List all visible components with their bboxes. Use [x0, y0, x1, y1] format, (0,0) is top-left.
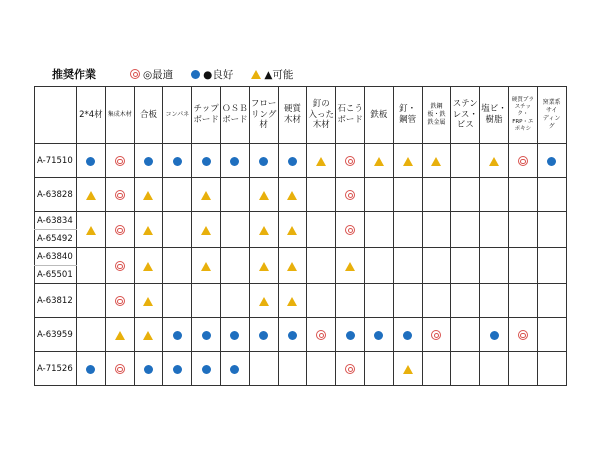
- double-circle-icon: [345, 156, 355, 166]
- filled-circle-icon: [490, 331, 499, 340]
- mark-cell: [163, 318, 192, 352]
- double-circle-icon: [518, 330, 528, 340]
- mark-cell: [134, 212, 163, 248]
- filled-circle-icon: [86, 157, 95, 166]
- mark-cell: [422, 144, 451, 178]
- mark-cell: [364, 352, 393, 386]
- mark-cell: [336, 284, 365, 318]
- double-circle-icon: [130, 69, 140, 79]
- double-circle-icon: [115, 225, 125, 235]
- table-row: [35, 212, 567, 230]
- triangle-icon: [201, 262, 211, 271]
- triangle-icon: [143, 191, 153, 200]
- triangle-icon: [201, 191, 211, 200]
- model-cell: A-65501: [35, 266, 77, 284]
- mark-cell: [192, 284, 221, 318]
- column-header: 釘の 入った 木材: [307, 87, 336, 144]
- triangle-icon: [287, 262, 297, 271]
- filled-circle-icon: [202, 331, 211, 340]
- filled-circle-icon: [230, 157, 239, 166]
- model-cell: A-63812: [35, 284, 77, 318]
- filled-circle-icon: [86, 365, 95, 374]
- mark-cell: [220, 178, 249, 212]
- mark-cell: [307, 178, 336, 212]
- mark-cell: [249, 248, 278, 284]
- mark-cell: [451, 284, 480, 318]
- filled-circle-icon: [144, 365, 153, 374]
- column-header: ＯＳＢ ボード: [220, 87, 249, 144]
- table-row: [35, 248, 567, 266]
- filled-circle-icon: [547, 157, 556, 166]
- filled-circle-icon: [374, 331, 383, 340]
- mark-cell: [451, 352, 480, 386]
- table-row: [35, 144, 567, 178]
- double-circle-icon: [316, 330, 326, 340]
- mark-cell: [336, 352, 365, 386]
- triangle-icon: [259, 297, 269, 306]
- column-header: 硬質プラ スチッ ク・ FRP・エ ポキシ: [508, 87, 537, 144]
- table-body: [35, 144, 567, 386]
- triangle-icon: [143, 331, 153, 340]
- filled-circle-icon: [173, 331, 182, 340]
- mark-cell: [278, 212, 307, 248]
- compatibility-table: [34, 86, 567, 386]
- mark-cell: [105, 318, 134, 352]
- mark-cell: [393, 284, 422, 318]
- column-header: 鉄鋼 板・鉄 鉄金属: [422, 87, 451, 144]
- model-cell: A-71526: [35, 352, 77, 386]
- mark-cell: [163, 248, 192, 284]
- mark-cell: [537, 144, 566, 178]
- triangle-icon: [115, 331, 125, 340]
- mark-cell: [249, 318, 278, 352]
- mark-cell: [163, 144, 192, 178]
- mark-cell: [336, 144, 365, 178]
- mark-cell: [422, 248, 451, 284]
- mark-cell: [336, 318, 365, 352]
- triangle-icon: [251, 70, 261, 79]
- mark-cell: [77, 318, 106, 352]
- mark-cell: [537, 352, 566, 386]
- mark-cell: [77, 212, 106, 248]
- column-header: 硬質 木材: [278, 87, 307, 144]
- double-circle-icon: [345, 190, 355, 200]
- header-row: [35, 87, 567, 144]
- mark-cell: [307, 144, 336, 178]
- column-header: フロー リング 材: [249, 87, 278, 144]
- mark-cell: [307, 284, 336, 318]
- triangle-icon: [431, 157, 441, 166]
- mark-cell: [220, 248, 249, 284]
- filled-circle-icon: [403, 331, 412, 340]
- double-circle-icon: [345, 225, 355, 235]
- mark-cell: [364, 144, 393, 178]
- mark-cell: [336, 178, 365, 212]
- mark-cell: [480, 178, 509, 212]
- mark-cell: [364, 284, 393, 318]
- mark-cell: [192, 352, 221, 386]
- mark-cell: [307, 248, 336, 284]
- mark-cell: [134, 248, 163, 284]
- double-circle-icon: [115, 261, 125, 271]
- triangle-icon: [287, 297, 297, 306]
- triangle-icon: [374, 157, 384, 166]
- legend-label-ok: ▲可能: [264, 68, 294, 81]
- mark-cell: [422, 178, 451, 212]
- mark-cell: [249, 178, 278, 212]
- mark-cell: [249, 284, 278, 318]
- mark-cell: [508, 212, 537, 248]
- mark-cell: [422, 212, 451, 248]
- mark-cell: [163, 352, 192, 386]
- filled-circle-icon: [259, 331, 268, 340]
- mark-cell: [220, 144, 249, 178]
- mark-cell: [393, 144, 422, 178]
- mark-cell: [451, 144, 480, 178]
- model-cell: A-63959: [35, 318, 77, 352]
- mark-cell: [278, 284, 307, 318]
- legend-label-good: ●良好: [203, 68, 234, 81]
- mark-cell: [192, 212, 221, 248]
- mark-cell: [307, 212, 336, 248]
- mark-cell: [307, 318, 336, 352]
- column-header: 集成木材: [105, 87, 134, 144]
- mark-cell: [77, 178, 106, 212]
- filled-circle-icon: [230, 331, 239, 340]
- corner-cell: [35, 87, 77, 144]
- mark-cell: [422, 284, 451, 318]
- mark-cell: [134, 352, 163, 386]
- mark-cell: [163, 284, 192, 318]
- filled-circle-icon: [173, 157, 182, 166]
- triangle-icon: [287, 191, 297, 200]
- mark-cell: [451, 318, 480, 352]
- triangle-icon: [345, 262, 355, 271]
- model-cell: A-71510: [35, 144, 77, 178]
- mark-cell: [393, 318, 422, 352]
- table-row: [35, 318, 567, 352]
- mark-cell: [220, 352, 249, 386]
- mark-cell: [134, 178, 163, 212]
- mark-cell: [307, 352, 336, 386]
- mark-cell: [480, 212, 509, 248]
- mark-cell: [163, 178, 192, 212]
- mark-cell: [364, 248, 393, 284]
- mark-cell: [77, 352, 106, 386]
- mark-cell: [134, 284, 163, 318]
- mark-cell: [393, 178, 422, 212]
- mark-cell: [336, 212, 365, 248]
- triangle-icon: [86, 226, 96, 235]
- column-header: 釘・ 鋼管: [393, 87, 422, 144]
- legend-title: 推奨作業: [52, 68, 96, 81]
- table-row: [35, 284, 567, 318]
- mark-cell: [422, 318, 451, 352]
- mark-cell: [393, 212, 422, 248]
- legend-item-ok: [251, 67, 293, 82]
- triangle-icon: [201, 226, 211, 235]
- column-header: コンパネ: [163, 87, 192, 144]
- filled-circle-icon: [144, 157, 153, 166]
- triangle-icon: [287, 226, 297, 235]
- mark-cell: [134, 318, 163, 352]
- mark-cell: [77, 284, 106, 318]
- mark-cell: [192, 248, 221, 284]
- mark-cell: [364, 178, 393, 212]
- triangle-icon: [143, 226, 153, 235]
- model-cell: A-65492: [35, 230, 77, 248]
- mark-cell: [537, 284, 566, 318]
- mark-cell: [278, 178, 307, 212]
- triangle-icon: [259, 262, 269, 271]
- mark-cell: [393, 352, 422, 386]
- filled-circle-icon: [288, 157, 297, 166]
- mark-cell: [537, 212, 566, 248]
- mark-cell: [192, 178, 221, 212]
- column-header: 2*4材: [77, 87, 106, 144]
- mark-cell: [508, 284, 537, 318]
- double-circle-icon: [115, 296, 125, 306]
- filled-circle-icon: [230, 365, 239, 374]
- mark-cell: [537, 248, 566, 284]
- mark-cell: [480, 284, 509, 318]
- mark-cell: [105, 144, 134, 178]
- mark-cell: [105, 248, 134, 284]
- triangle-icon: [259, 191, 269, 200]
- legend-item-best: [130, 67, 173, 82]
- mark-cell: [249, 212, 278, 248]
- mark-cell: [278, 144, 307, 178]
- mark-cell: [508, 248, 537, 284]
- column-header: 塩ビ・ 樹脂: [480, 87, 509, 144]
- triangle-icon: [403, 365, 413, 374]
- mark-cell: [278, 352, 307, 386]
- mark-cell: [77, 144, 106, 178]
- legend-item-good: [191, 67, 233, 82]
- mark-cell: [278, 248, 307, 284]
- model-cell: A-63840: [35, 248, 77, 266]
- mark-cell: [220, 318, 249, 352]
- filled-circle-icon: [202, 157, 211, 166]
- mark-cell: [192, 318, 221, 352]
- triangle-icon: [143, 262, 153, 271]
- mark-cell: [336, 248, 365, 284]
- mark-cell: [422, 352, 451, 386]
- legend: [52, 66, 311, 82]
- model-cell: A-63828: [35, 178, 77, 212]
- mark-cell: [393, 248, 422, 284]
- filled-circle-icon: [191, 70, 200, 79]
- mark-cell: [508, 352, 537, 386]
- mark-cell: [451, 178, 480, 212]
- mark-cell: [192, 144, 221, 178]
- mark-cell: [537, 178, 566, 212]
- mark-cell: [134, 144, 163, 178]
- column-header: 窯業系 サイ ディン グ: [537, 87, 566, 144]
- filled-circle-icon: [288, 331, 297, 340]
- mark-cell: [480, 248, 509, 284]
- filled-circle-icon: [202, 365, 211, 374]
- mark-cell: [105, 284, 134, 318]
- legend-label-best: ◎最適: [143, 68, 174, 81]
- triangle-icon: [143, 297, 153, 306]
- double-circle-icon: [115, 364, 125, 374]
- mark-cell: [105, 352, 134, 386]
- filled-circle-icon: [346, 331, 355, 340]
- model-cell: A-63834: [35, 212, 77, 230]
- mark-cell: [508, 144, 537, 178]
- mark-cell: [451, 248, 480, 284]
- mark-cell: [278, 318, 307, 352]
- triangle-icon: [403, 157, 413, 166]
- double-circle-icon: [115, 190, 125, 200]
- table-row: [35, 352, 567, 386]
- mark-cell: [105, 178, 134, 212]
- mark-cell: [480, 318, 509, 352]
- triangle-icon: [316, 157, 326, 166]
- double-circle-icon: [518, 156, 528, 166]
- mark-cell: [364, 212, 393, 248]
- column-header: チップ ボード: [192, 87, 221, 144]
- mark-cell: [105, 212, 134, 248]
- double-circle-icon: [115, 156, 125, 166]
- triangle-icon: [259, 226, 269, 235]
- mark-cell: [249, 352, 278, 386]
- mark-cell: [537, 318, 566, 352]
- mark-cell: [480, 352, 509, 386]
- mark-cell: [249, 144, 278, 178]
- mark-cell: [364, 318, 393, 352]
- mark-cell: [508, 178, 537, 212]
- column-header: 鉄板: [364, 87, 393, 144]
- mark-cell: [451, 212, 480, 248]
- column-header: 石こう ボード: [336, 87, 365, 144]
- mark-cell: [220, 284, 249, 318]
- mark-cell: [163, 212, 192, 248]
- column-header: ステン レス・ ビス: [451, 87, 480, 144]
- column-header: 合板: [134, 87, 163, 144]
- mark-cell: [508, 318, 537, 352]
- mark-cell: [220, 212, 249, 248]
- mark-cell: [480, 144, 509, 178]
- double-circle-icon: [431, 330, 441, 340]
- triangle-icon: [489, 157, 499, 166]
- table-row: [35, 178, 567, 212]
- triangle-icon: [86, 191, 96, 200]
- filled-circle-icon: [259, 157, 268, 166]
- mark-cell: [77, 248, 106, 284]
- filled-circle-icon: [173, 365, 182, 374]
- double-circle-icon: [345, 364, 355, 374]
